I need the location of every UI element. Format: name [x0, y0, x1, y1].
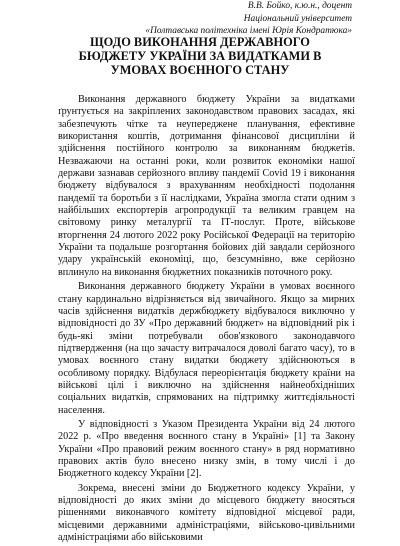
title-line: УМОВАХ ВОЄННОГО СТАНУ — [110, 62, 290, 77]
author-institution-line: «Полтавська політехніка імені Юрія Кондратюка» — [145, 26, 352, 37]
body-paragraph: Виконання державного бюджету України за видатками ґрунтується на закріплених законодавством правових засадах, які забезпечують чітке та неупереджене планування, ефективне використання коштів, дотримання фінансової дисципліни й здійснення постійного контролю за виконанням бюджетів. Незважаючи на останні роки, коли розвиток економіки нашої держави зазнавав серйозного впливу пандемії Covid 19 і виконання бюджету відбувалося з врахуванням необхідності подолання пандемії та боротьби з її наслідками, Україна змогла стати одним з найбільших експортерів агропродукції та великим гравцем на світовому ринку металургії та ІТ-послуг. Проте, військове вторгнення 24 лютого 2022 року Російської Федерації на територію України та подальше розгортання бойових дій завдали серйозного удару українській економіці, що, безсумнівно, вже серйозно вплинуло на виконання бюджетних показників поточного року. — [58, 94, 355, 278]
paper-body — [58, 94, 355, 546]
body-paragraph: Виконання державного бюджету України в умовах воєнного стану кардинально відрізняється від звичайного. Якщо за мирних часів здійснення видатків держбюджету відбувалося виключно у відповідності до ЗУ «Про державний бюджет» на відповідний рік і будь-які зміни потребували обов'язкового законодавчого підтвердження (на що зачасту витрачалося доволі багато часу), то в умовах воєнного стану видатки бюджету здійснюються в особливому порядку. Відбулася переорієнтація бюджету країни на військові цілі і виключно на здійснення найнеобхідніших соціальних видатків, спрямованих на підтримку життєдіяльності населення. — [58, 281, 355, 416]
title-line: ЩОДО ВИКОНАННЯ ДЕРЖАВНОГО — [90, 35, 310, 49]
paper-title — [0, 36, 400, 77]
body-paragraph: У відповідності з Указом Президента України від 24 лютого 2022 р. «Про введення воєнного стану в Україні» [1] та Закону України «Про правовий режим воєнного стану» в ряд нормативно правових актів було внесено низку змін, в тому числі і до Бюджетного кодексу України [2]. — [58, 418, 355, 480]
author-name-line: В.В. Бойко, к.ю.н., доцент — [247, 1, 352, 11]
author-affiliation — [145, 0, 352, 38]
author-university-line: Національний університет — [243, 13, 352, 24]
title-line: БЮДЖЕТУ УКРАЇНИ ЗА ВИДАТКАМИ В — [78, 48, 322, 63]
body-paragraph: Зокрема, внесені зміни до Бюджетного кодексу України, у відповідності до яких зміни до місцевого бюджету вносяться рішеннями виконавчого комітету відповідної місцевої ради, місцевими державними адміністраціями, військово-цивільними адміністраціями або військовими — [58, 482, 355, 544]
